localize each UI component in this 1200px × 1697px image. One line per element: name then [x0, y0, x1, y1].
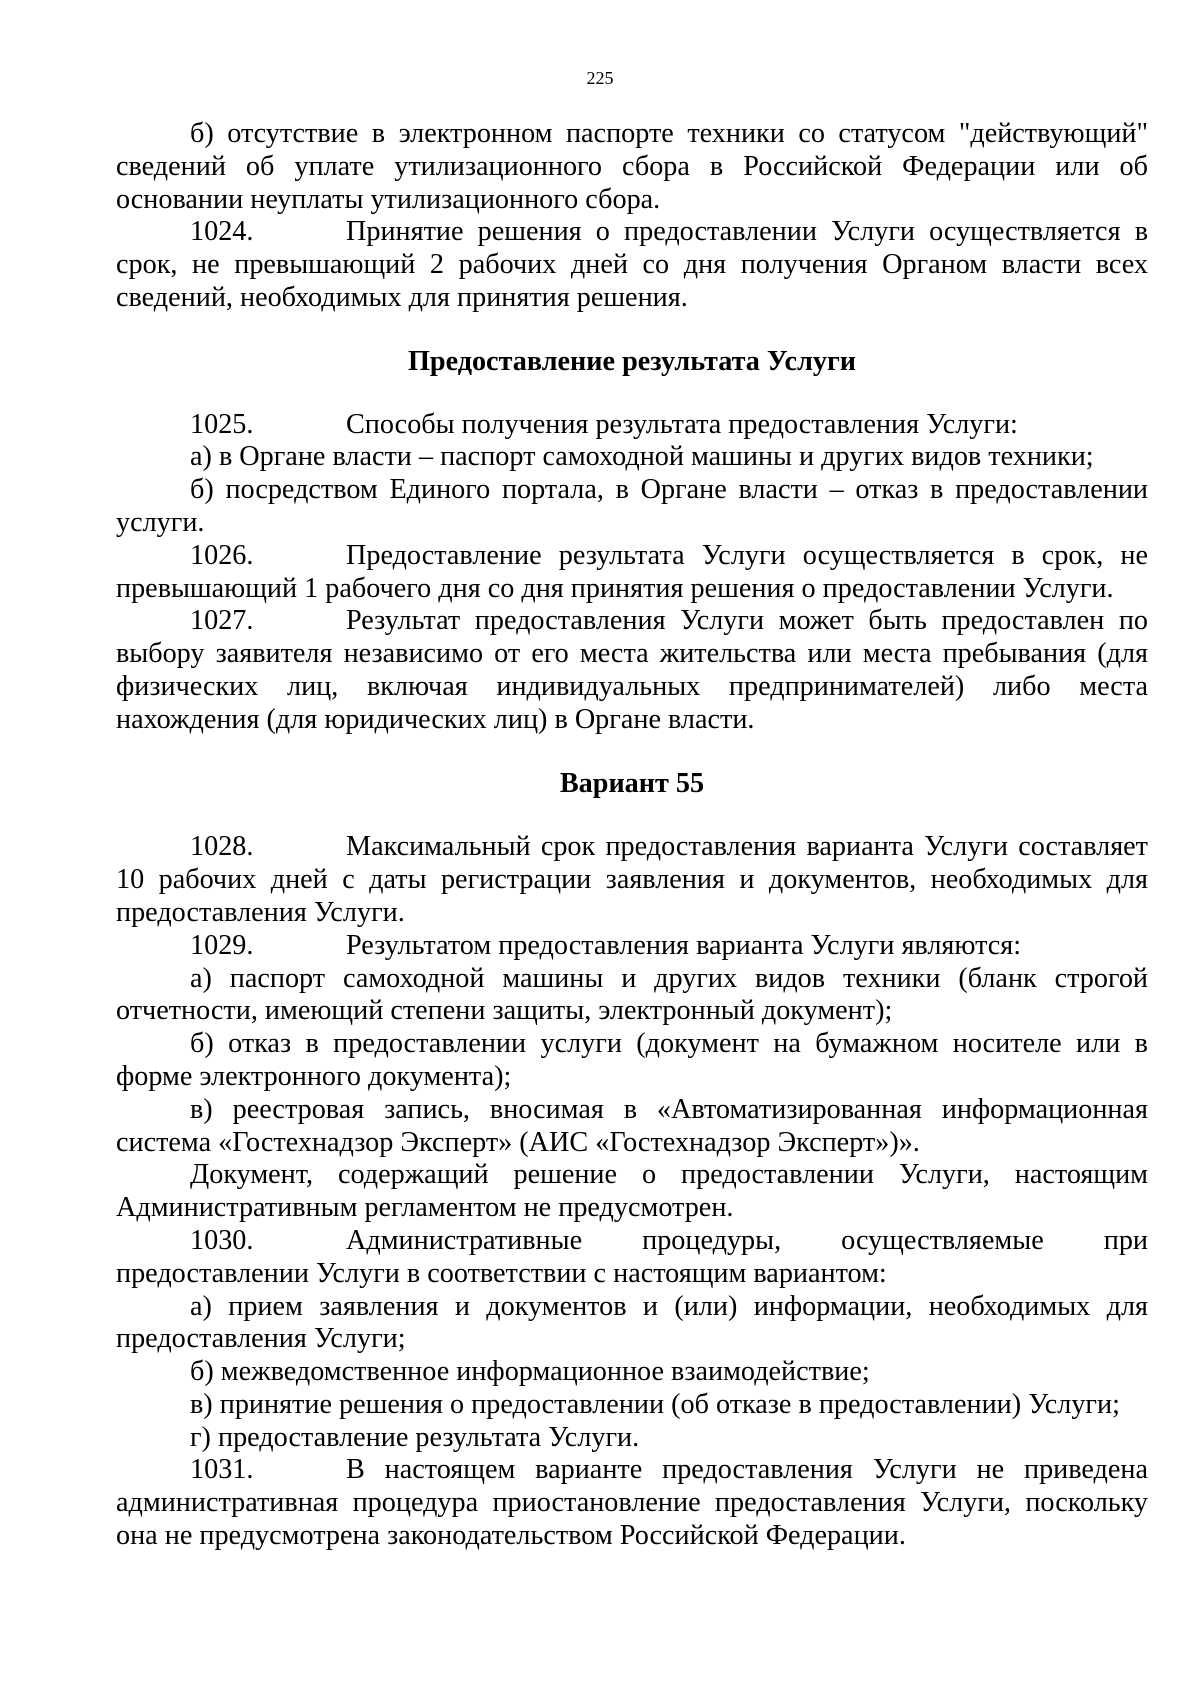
item-text: Предоставление результата Услуги осуществляется в срок, не превышающий 1 рабочего дня со дня принятия решения о предоставлении Услуги. — [116, 539, 1148, 604]
item-1028 — [116, 831, 1148, 929]
paragraph-1030-b: б) межведомственное информационное взаимодействие; — [190, 1356, 870, 1388]
item-number: 1024. — [190, 216, 254, 248]
item-number: 1028. — [190, 831, 254, 863]
item-1027 — [116, 605, 1148, 736]
item-number: 1031. — [190, 1454, 254, 1486]
item-text: Административные процедуры, осуществляемые при предоставлении Услуги в соответствии с настоящим вариантом: — [116, 1224, 1148, 1289]
item-number: 1030. — [190, 1224, 254, 1256]
item-1026 — [116, 540, 1148, 606]
paragraph-1025-a: а) в Органе власти – паспорт самоходной машины и других видов техники; — [190, 441, 1094, 473]
paragraph-utilization-fee: б) отсутствие в электронном паспорте техники со статусом "действующий" сведений об уплате утилизационного сбора в Российской Федерации или об основании неуплаты утилизационного сбора. — [116, 118, 1148, 215]
item-number: 1029. — [190, 929, 254, 961]
item-1025 — [116, 409, 1148, 442]
item-text: Способы получения результата предоставления Услуги: — [346, 408, 1018, 440]
paragraph-1029-a: а) паспорт самоходной машины и других видов техники (бланк строгой отчетности, имеющий степени защиты, электронный документ); — [116, 962, 1148, 1027]
item-text: В настоящем варианте предоставления Услуги не приведена административная процедура приостановление предоставления Услуги, поскольку она не предусмотрена законодательством Российской Федерации. — [116, 1454, 1148, 1552]
item-1031 — [116, 1454, 1148, 1552]
document-body — [116, 118, 1148, 1553]
item-text: Максимальный срок предоставления варианта Услуги составляет 10 рабочих дней с даты регистрации заявления и документов, необходимых для предоставления Услуги. — [116, 831, 1148, 928]
item-text: Результат предоставления Услуги может быть предоставлен по выбору заявителя независимо от его места жительства или места пребывания (для физических лиц, включая индивидуальных предпринимателей) либо места нахождения (для юридических лиц) в Органе власти. — [116, 605, 1148, 735]
item-1029 — [116, 930, 1148, 963]
paragraph-1030-a: а) прием заявления и документов и (или) информации, необходимых для предоставления Услуги; — [116, 1290, 1148, 1355]
paragraph-1025-b: б) посредством Единого портала, в Органе власти – отказ в предоставлении услуги. — [116, 474, 1148, 538]
item-number: 1025. — [190, 408, 254, 440]
item-number: 1026. — [190, 539, 254, 571]
item-number: 1027. — [190, 605, 254, 637]
item-text: Результатом предоставления варианта Услуги являются: — [346, 929, 1022, 961]
item-text: Принятие решения о предоставлении Услуги осуществляется в срок, не превышающий 2 рабочих дней со дня получения Органом власти всех сведений, необходимых для принятия решения. — [116, 216, 1148, 313]
item-1024 — [116, 216, 1148, 314]
section-heading-variant: Вариант 55 — [559, 767, 705, 799]
item-1030 — [116, 1225, 1148, 1291]
section-heading-result: Предоставление результата Услуги — [407, 345, 857, 377]
paragraph-1029-v: в) реестровая запись, вносимая в «Автоматизированная информационная система «Гостехнадзор Эксперт» (АИС «Гостехнадзор Эксперт»)». — [116, 1093, 1148, 1158]
paragraph-1029-b: б) отказ в предоставлении услуги (документ на бумажном носителе или в форме электронного документа); — [116, 1028, 1148, 1092]
paragraph-document-note: Документ, содержащий решение о предоставлении Услуги, настоящим Административным регламентом не предусмотрен. — [116, 1159, 1148, 1224]
paragraph-1030-v: в) принятие решения о предоставлении (об отказе в предоставлении) Услуги; — [190, 1388, 1120, 1420]
page-number: 225 — [586, 68, 614, 88]
paragraph-1030-g: г) предоставление результата Услуги. — [190, 1421, 640, 1453]
